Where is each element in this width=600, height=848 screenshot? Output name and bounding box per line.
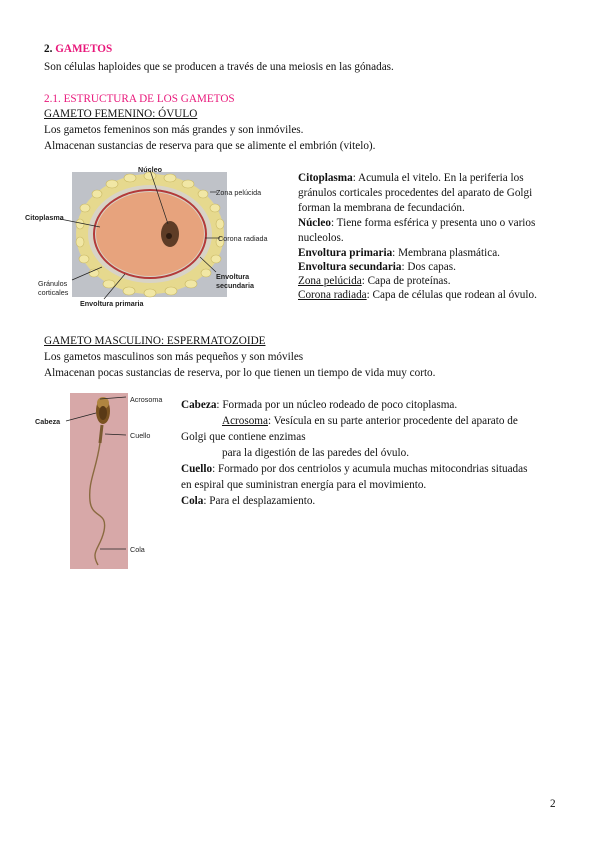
female-line-1: Los gametos femeninos son más grandes y son inmóviles. (44, 124, 304, 136)
ovule-label-env-prim: Envoltura primaria (80, 299, 144, 308)
ovule-label-nucleo: Núcleo (138, 165, 162, 174)
section-intro: Son células haploides que se producen a través de una meiosis en las gónadas. (44, 61, 394, 73)
ovule-label-env-sec-1: Envoltura (216, 272, 250, 281)
male-line-2: Almacenan pocas sustancias de reserva, por lo que tienen un tiempo de vida muy corto. (44, 367, 436, 379)
desc-cuello-2: en espiral que suministran energía para el movimiento. (181, 479, 427, 491)
page-number: 2 (550, 798, 556, 810)
desc-citoplasma-1: Citoplasma: Acumula el vitelo. En la periferia los (298, 172, 524, 184)
desc-cabeza: Cabeza: Formada por un núcleo rodeado de poco citoplasma. (181, 399, 458, 411)
sperm-label-cola: Cola (130, 545, 145, 554)
section-number: 2. (44, 43, 53, 55)
desc-acrosoma-1: Acrosoma: Vesícula en su parte anterior procedente del aparato de (222, 415, 518, 427)
desc-zona: Zona pelúcida: Capa de proteínas. (298, 275, 451, 287)
sperm-label-acrosoma: Acrosoma (130, 395, 163, 404)
desc-corona: Corona radiada: Capa de células que rodean al óvulo. (298, 289, 537, 301)
section-title: GAMETOS (55, 43, 113, 55)
subsection-heading (44, 92, 235, 106)
subsection-title: ESTRUCTURA DE LOS GAMETOS (63, 93, 235, 105)
ovule-label-corticales: corticales (38, 288, 69, 297)
female-line-2: Almacenan sustancias de reserva para que se alimente el embrión (vitelo). (44, 140, 376, 152)
male-line-1: Los gametos masculinos son más pequeños y son móviles (44, 351, 304, 363)
desc-cola: Cola: Para el desplazamiento. (181, 495, 316, 507)
ovule-label-corona: Corona radiada (218, 234, 268, 243)
desc-cuello-1: Cuello: Formado por dos centriolos y acumula muchas mitocondrias situadas (181, 463, 528, 475)
desc-nucleo-1: Núcleo: Tiene forma esférica y presenta uno o varios (298, 217, 536, 229)
desc-citoplasma-2: gránulos corticales procedentes del aparato de Golgi (298, 187, 533, 199)
sperm-label-cabeza: Cabeza (35, 417, 61, 426)
female-heading: GAMETO FEMENINO: ÓVULO (44, 108, 198, 120)
section-heading (44, 42, 112, 56)
sperm-label-cuello: Cuello (130, 431, 151, 440)
desc-nucleo-2: nucleolos. (298, 232, 344, 244)
desc-acrosoma-2: Golgi que contiene enzimas (181, 431, 306, 443)
desc-acrosoma-3: para la digestión de las paredes del óvulo. (222, 447, 410, 459)
ovule-label-citoplasma: Citoplasma (25, 213, 64, 222)
ovule-label-granulos: Gránulos (38, 279, 68, 288)
desc-env-prim: Envoltura primaria: Membrana plasmática. (298, 247, 500, 259)
desc-env-sec: Envoltura secundaria: Dos capas. (298, 261, 456, 273)
sperm-diagram (30, 391, 170, 571)
ovule-label-zona: Zona pelúcida (216, 188, 262, 197)
desc-citoplasma-3: forman la membrana de fecundación. (298, 202, 465, 214)
male-heading: GAMETO MASCULINO: ESPERMATOZOIDE (44, 335, 266, 347)
ovule-diagram (20, 162, 280, 312)
subsection-number: 2.1. (44, 93, 61, 105)
ovule-label-env-sec-2: secundaria (216, 281, 254, 290)
